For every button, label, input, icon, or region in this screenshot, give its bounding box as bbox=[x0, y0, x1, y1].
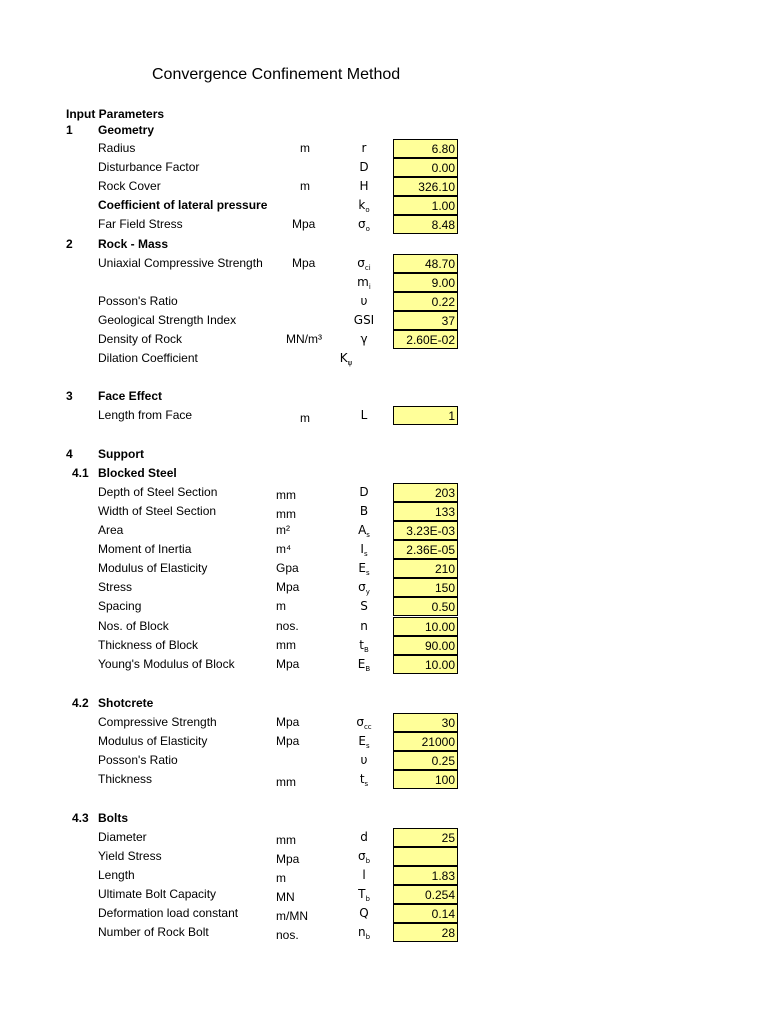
param-label: Uniaxial Compressive Strength bbox=[98, 256, 263, 270]
param-row-disturbance bbox=[0, 158, 768, 177]
section-number: 4.3 bbox=[72, 811, 89, 825]
param-unit: m² bbox=[276, 523, 290, 537]
section-number: 4.2 bbox=[72, 696, 89, 710]
param-value-cell[interactable]: 0.00 bbox=[393, 158, 458, 177]
param-row-thickness-block bbox=[0, 636, 768, 655]
param-row-nos-of-block bbox=[0, 617, 768, 636]
param-value-cell[interactable]: 9.00 bbox=[393, 273, 458, 292]
param-row-number-of-rock-bolt bbox=[0, 923, 768, 942]
param-value-cell[interactable]: 10.00 bbox=[393, 617, 458, 636]
param-value-cell[interactable]: 150 bbox=[393, 578, 458, 597]
param-row-young-modulus-block bbox=[0, 655, 768, 674]
param-symbol: H bbox=[359, 179, 369, 193]
section-support bbox=[0, 445, 768, 464]
page-title: Convergence Confinement Method bbox=[152, 66, 401, 83]
param-label: Number of Rock Bolt bbox=[98, 925, 209, 939]
param-row-possons-ratio bbox=[0, 292, 768, 311]
param-unit: Mpa bbox=[276, 580, 300, 594]
param-label: Thickness bbox=[98, 772, 153, 786]
param-label: Compressive Strength bbox=[98, 715, 217, 729]
section-number: 4.1 bbox=[72, 466, 89, 480]
section-geometry bbox=[0, 121, 768, 140]
param-label: Area bbox=[98, 523, 124, 537]
param-unit: Mpa bbox=[276, 734, 300, 748]
param-value-cell[interactable]: 37 bbox=[393, 311, 458, 330]
param-symbol: $\sigma_b$ bbox=[357, 849, 371, 865]
param-row-spacing bbox=[0, 597, 768, 616]
param-row-modulus-shotcrete bbox=[0, 732, 768, 751]
param-label: Deformation load constant bbox=[98, 906, 239, 920]
param-unit: m bbox=[276, 871, 286, 885]
param-unit: m bbox=[300, 411, 310, 425]
param-value-cell[interactable]: 1 bbox=[393, 406, 458, 425]
param-symbol: r bbox=[361, 141, 367, 155]
param-row-length-from-face bbox=[0, 406, 768, 425]
param-symbol: D bbox=[359, 485, 369, 499]
section-number: 2 bbox=[66, 237, 73, 251]
param-unit: Gpa bbox=[276, 561, 299, 575]
param-symbol: $m_i$ bbox=[357, 275, 371, 291]
param-label: Stress bbox=[98, 580, 133, 594]
param-row-ultimate-bolt-capacity bbox=[0, 885, 768, 904]
param-label: Young's Modulus of Block bbox=[98, 657, 235, 671]
param-value-cell[interactable]: 90.00 bbox=[393, 636, 458, 655]
param-value-cell[interactable]: 30 bbox=[393, 713, 458, 732]
section-title: Face Effect bbox=[98, 389, 163, 403]
param-label: Length bbox=[98, 868, 135, 882]
param-row-modulus-steel bbox=[0, 559, 768, 578]
param-value-cell[interactable]: 6.80 bbox=[393, 139, 458, 158]
param-value-cell[interactable]: 0.25 bbox=[393, 751, 458, 770]
section-title: Geometry bbox=[98, 123, 155, 137]
param-value-cell[interactable]: 0.254 bbox=[393, 885, 458, 904]
param-row-possons-ratio-shotcrete bbox=[0, 751, 768, 770]
param-symbol: γ bbox=[360, 332, 368, 346]
param-unit: m bbox=[300, 179, 310, 193]
param-unit: m/MN bbox=[276, 909, 308, 923]
param-unit: MN bbox=[276, 890, 295, 904]
param-label: Posson's Ratio bbox=[98, 753, 178, 767]
param-row-radius bbox=[0, 139, 768, 158]
param-symbol: S bbox=[360, 599, 368, 613]
param-row-ucs bbox=[0, 254, 768, 273]
param-symbol: υ bbox=[360, 294, 368, 308]
param-row-dilation bbox=[0, 349, 768, 368]
param-unit: m⁴ bbox=[276, 542, 292, 556]
param-value-cell[interactable]: 203 bbox=[393, 483, 458, 502]
param-row-density bbox=[0, 330, 768, 349]
param-label: Disturbance Factor bbox=[98, 160, 200, 174]
section-face-effect bbox=[0, 387, 768, 406]
param-value-cell[interactable]: 10.00 bbox=[393, 655, 458, 674]
param-symbol: υ bbox=[360, 753, 368, 767]
param-row-thickness-shotcrete bbox=[0, 770, 768, 789]
section-number: 4 bbox=[66, 447, 73, 461]
param-label: Length from Face bbox=[98, 408, 193, 422]
param-symbol: $\sigma_o$ bbox=[358, 217, 370, 233]
param-symbol: $I_s$ bbox=[360, 542, 368, 558]
section-shotcrete bbox=[0, 694, 768, 713]
param-label: Depth of Steel Section bbox=[98, 485, 218, 499]
param-value-cell[interactable]: 2.36E-05 bbox=[393, 540, 458, 559]
param-symbol: $E_B$ bbox=[357, 657, 371, 673]
param-label: Diameter bbox=[98, 830, 147, 844]
param-value-cell[interactable]: 0.50 bbox=[393, 597, 458, 616]
param-row-deformation-load-constant bbox=[0, 904, 768, 923]
param-unit: m bbox=[300, 141, 310, 155]
param-unit: mm bbox=[276, 833, 296, 847]
param-value-cell[interactable]: 2.60E-02 bbox=[393, 330, 458, 349]
param-value-cell[interactable]: 21000 bbox=[393, 732, 458, 751]
param-row-bolt-length bbox=[0, 866, 768, 885]
param-label: Nos. of Block bbox=[98, 619, 169, 633]
param-unit: Mpa bbox=[276, 657, 300, 671]
param-label: Density of Rock bbox=[98, 332, 183, 346]
section-number: 1 bbox=[66, 123, 73, 137]
param-symbol: Q bbox=[359, 906, 369, 920]
param-value-cell[interactable]: 0.22 bbox=[393, 292, 458, 311]
param-value-cell[interactable]: 210 bbox=[393, 559, 458, 578]
param-row-lateral-pressure bbox=[0, 196, 768, 215]
param-label: Posson's Ratio bbox=[98, 294, 178, 308]
param-row-far-field-stress bbox=[0, 215, 768, 234]
param-symbol: $E_s$ bbox=[358, 734, 370, 750]
param-label: Geological Strength Index bbox=[98, 313, 237, 327]
param-symbol: $T_b$ bbox=[358, 887, 370, 903]
param-label: Width of Steel Section bbox=[98, 504, 217, 518]
input-parameters-heading: Input Parameters bbox=[66, 107, 165, 121]
param-unit: Mpa bbox=[292, 256, 316, 270]
param-label: Modulus of Elasticity bbox=[98, 561, 208, 575]
param-label: Moment of Inertia bbox=[98, 542, 192, 556]
section-title: Support bbox=[98, 447, 144, 461]
param-unit: m bbox=[276, 599, 286, 613]
param-symbol: l bbox=[362, 868, 366, 882]
param-symbol: $\sigma_{ci}$ bbox=[357, 256, 371, 272]
param-label: Rock Cover bbox=[98, 179, 161, 193]
param-row-rock-cover bbox=[0, 177, 768, 196]
param-row-compressive-strength bbox=[0, 713, 768, 732]
param-label: Thickness of Block bbox=[98, 638, 199, 652]
param-unit: mm bbox=[276, 507, 296, 521]
param-symbol: d bbox=[360, 830, 368, 844]
param-unit: Mpa bbox=[292, 217, 316, 231]
param-symbol: B bbox=[359, 504, 369, 518]
param-value-cell[interactable]: 0.14 bbox=[393, 904, 458, 923]
param-value-cell[interactable]: 1.00 bbox=[393, 196, 458, 215]
section-blocked-steel bbox=[0, 464, 768, 483]
param-unit: mm bbox=[276, 775, 296, 789]
param-unit: MN/m³ bbox=[286, 332, 322, 346]
param-symbol: n bbox=[360, 619, 368, 633]
param-row-width-steel bbox=[0, 502, 768, 521]
section-title: Shotcrete bbox=[98, 696, 154, 710]
param-value-cell[interactable]: 48.70 bbox=[393, 254, 458, 273]
section-title: Rock - Mass bbox=[98, 237, 169, 251]
param-symbol: $E_s$ bbox=[358, 561, 370, 577]
section-bolts bbox=[0, 809, 768, 828]
param-symbol: $\sigma_{cc}$ bbox=[356, 715, 372, 731]
section-number: 3 bbox=[66, 389, 73, 403]
param-row-yield-stress bbox=[0, 847, 768, 866]
section-title: Blocked Steel bbox=[98, 466, 177, 480]
param-value-cell[interactable]: 8.48 bbox=[393, 215, 458, 234]
param-value-cell[interactable] bbox=[393, 847, 458, 866]
param-row-mi bbox=[0, 273, 768, 292]
param-row-area bbox=[0, 521, 768, 540]
param-label: Far Field Stress bbox=[98, 217, 183, 231]
param-value-cell[interactable]: 25 bbox=[393, 828, 458, 847]
param-value-cell[interactable]: 1.83 bbox=[393, 866, 458, 885]
param-unit: nos. bbox=[276, 619, 299, 633]
param-symbol: $A_s$ bbox=[358, 523, 370, 539]
param-label: Coefficient of lateral pressure bbox=[98, 198, 268, 212]
param-unit: mm bbox=[276, 488, 296, 502]
param-value-cell[interactable]: 100 bbox=[393, 770, 458, 789]
param-label: Spacing bbox=[98, 599, 142, 613]
param-symbol: D bbox=[359, 160, 369, 174]
param-value-cell[interactable]: 326.10 bbox=[393, 177, 458, 196]
param-symbol: $K_\psi$ bbox=[339, 351, 353, 367]
param-unit: mm bbox=[276, 638, 296, 652]
param-unit: Mpa bbox=[276, 715, 300, 729]
param-value-cell[interactable]: 133 bbox=[393, 502, 458, 521]
param-label: Ultimate Bolt Capacity bbox=[98, 887, 217, 901]
param-label: Yield Stress bbox=[98, 849, 162, 863]
param-symbol: GSI bbox=[353, 313, 375, 327]
param-label: Modulus of Elasticity bbox=[98, 734, 208, 748]
param-label: Radius bbox=[98, 141, 136, 155]
param-unit: nos. bbox=[276, 928, 299, 942]
param-value-cell[interactable]: 3.23E-03 bbox=[393, 521, 458, 540]
param-label: Dilation Coefficient bbox=[98, 351, 198, 365]
param-row-moment-of-inertia bbox=[0, 540, 768, 559]
param-row-stress bbox=[0, 578, 768, 597]
section-rock-mass bbox=[0, 235, 768, 254]
param-row-gsi bbox=[0, 311, 768, 330]
section-title: Bolts bbox=[98, 811, 128, 825]
param-value-cell[interactable]: 28 bbox=[393, 923, 458, 942]
param-unit: Mpa bbox=[276, 852, 300, 866]
param-symbol: $t_s$ bbox=[359, 772, 369, 788]
param-symbol: $t_B$ bbox=[359, 638, 369, 654]
param-row-depth-steel bbox=[0, 483, 768, 502]
param-row-diameter bbox=[0, 828, 768, 847]
param-symbol: $n_b$ bbox=[357, 925, 371, 941]
param-symbol: $\sigma_y$ bbox=[358, 580, 370, 596]
param-symbol: L bbox=[360, 408, 368, 422]
param-symbol: $k_o$ bbox=[358, 198, 370, 214]
